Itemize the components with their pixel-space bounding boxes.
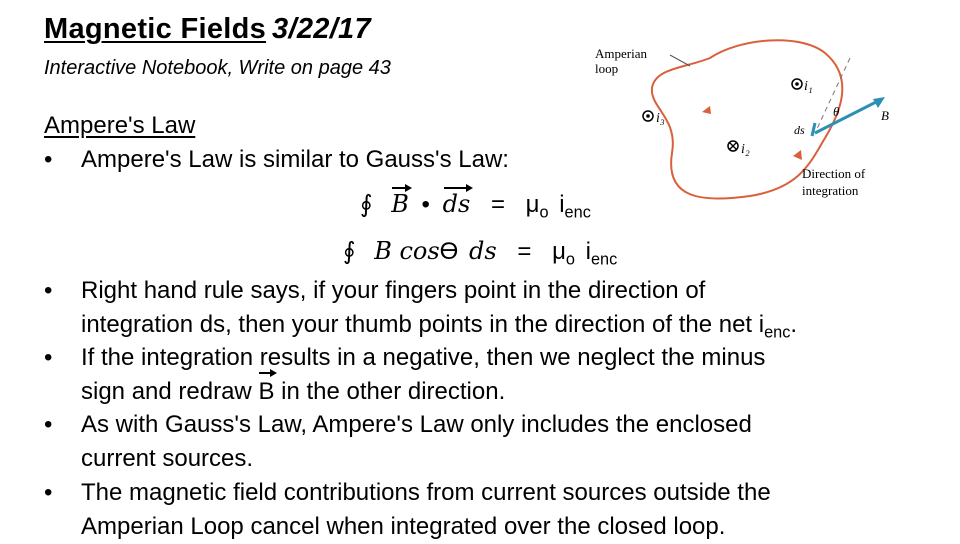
b-cos-term: B cos xyxy=(374,237,440,265)
i1-label: i₁ xyxy=(804,79,813,94)
contour-integral-symbol: ∮ xyxy=(360,191,373,218)
slide-subtitle: Interactive Notebook, Write on page 43 xyxy=(44,57,391,79)
dot-operator: • xyxy=(421,191,430,218)
vector-B: B xyxy=(391,190,409,218)
equals-sign: = xyxy=(490,191,505,218)
ds-label: ds xyxy=(794,123,805,137)
contour-integral-symbol: ∮ xyxy=(343,238,356,265)
bullet-3-line-2-text: sign and redraw xyxy=(81,378,259,405)
loop-arrow-upper xyxy=(702,106,711,114)
bullet-4-line-2: current sources. xyxy=(81,445,254,472)
ds-term: ds xyxy=(469,237,497,265)
ds-vector xyxy=(812,123,815,136)
section-heading: Ampere's Law xyxy=(44,112,196,139)
current-i1-dot xyxy=(795,82,799,86)
bullet-3-line-1: If the integration results in a negative, then we neglect the minus xyxy=(81,344,766,371)
current-symbol: i xyxy=(559,191,565,218)
equation-2 xyxy=(343,237,617,270)
current-symbol: i xyxy=(585,238,591,265)
loop-arrow-lower xyxy=(793,150,802,160)
vector-B: B xyxy=(258,375,274,409)
bullet-1-line-1: Ampere's Law is similar to Gauss's Law: xyxy=(81,146,509,173)
bullet-dot: • xyxy=(44,344,53,371)
current-subscript: enc xyxy=(590,250,618,269)
title-date: 3/22/17 xyxy=(272,13,371,45)
mu-subscript: o xyxy=(539,203,549,222)
title-text: Magnetic Fields xyxy=(44,13,267,45)
bullet-2-line-1: Right hand rule says, if your fingers point in the direction of xyxy=(81,277,706,304)
b-field-vector xyxy=(815,100,880,133)
b-label: B xyxy=(881,108,889,123)
direction-label-line-1: Direction of xyxy=(802,166,866,181)
theta-label: θ xyxy=(833,104,840,119)
bullet-3-line-2-tail: in the other direction. xyxy=(274,378,506,405)
theta-symbol: ϴ xyxy=(439,238,459,265)
current-i3-dot xyxy=(646,114,650,118)
bullet-5-line-2: Amperian Loop cancel when integrated over the closed loop. xyxy=(81,513,726,540)
period: . xyxy=(790,311,798,338)
bullet-dot: • xyxy=(44,411,53,438)
slide-title xyxy=(44,13,371,46)
current-subscript: enc xyxy=(564,203,591,222)
i3-label: i₃ xyxy=(656,111,665,126)
equation-1 xyxy=(360,190,591,223)
bullet-2-line-2-text: integration ds, then your thumb points in the direction of the net i xyxy=(81,311,765,338)
loop-label-line-2: loop xyxy=(595,61,619,76)
loop-label-line-1: Amperian xyxy=(595,46,647,61)
bullet-5-line-1: The magnetic field contributions from current sources outside the xyxy=(81,479,771,506)
loop-label-leader xyxy=(670,55,690,66)
bullet-3-line-2 xyxy=(81,375,505,409)
amperian-loop-diagram xyxy=(590,38,900,210)
bullet-dot: • xyxy=(44,277,53,304)
equals-sign: = xyxy=(517,238,532,265)
bullet-4-line-1: As with Gauss's Law, Ampere's Law only includes the enclosed xyxy=(81,411,752,438)
mu-symbol: μ xyxy=(552,238,566,265)
i2-label: i₂ xyxy=(741,142,750,157)
direction-label-line-2: integration xyxy=(802,183,859,198)
bullet-dot: • xyxy=(44,479,53,506)
vector-ds: ds xyxy=(442,190,471,218)
mu-symbol: μ xyxy=(525,191,540,218)
mu-subscript: o xyxy=(565,250,575,269)
normal-dashed-line xyxy=(815,58,850,133)
enc-subscript: enc xyxy=(764,323,791,342)
bullet-dot: • xyxy=(44,146,53,173)
